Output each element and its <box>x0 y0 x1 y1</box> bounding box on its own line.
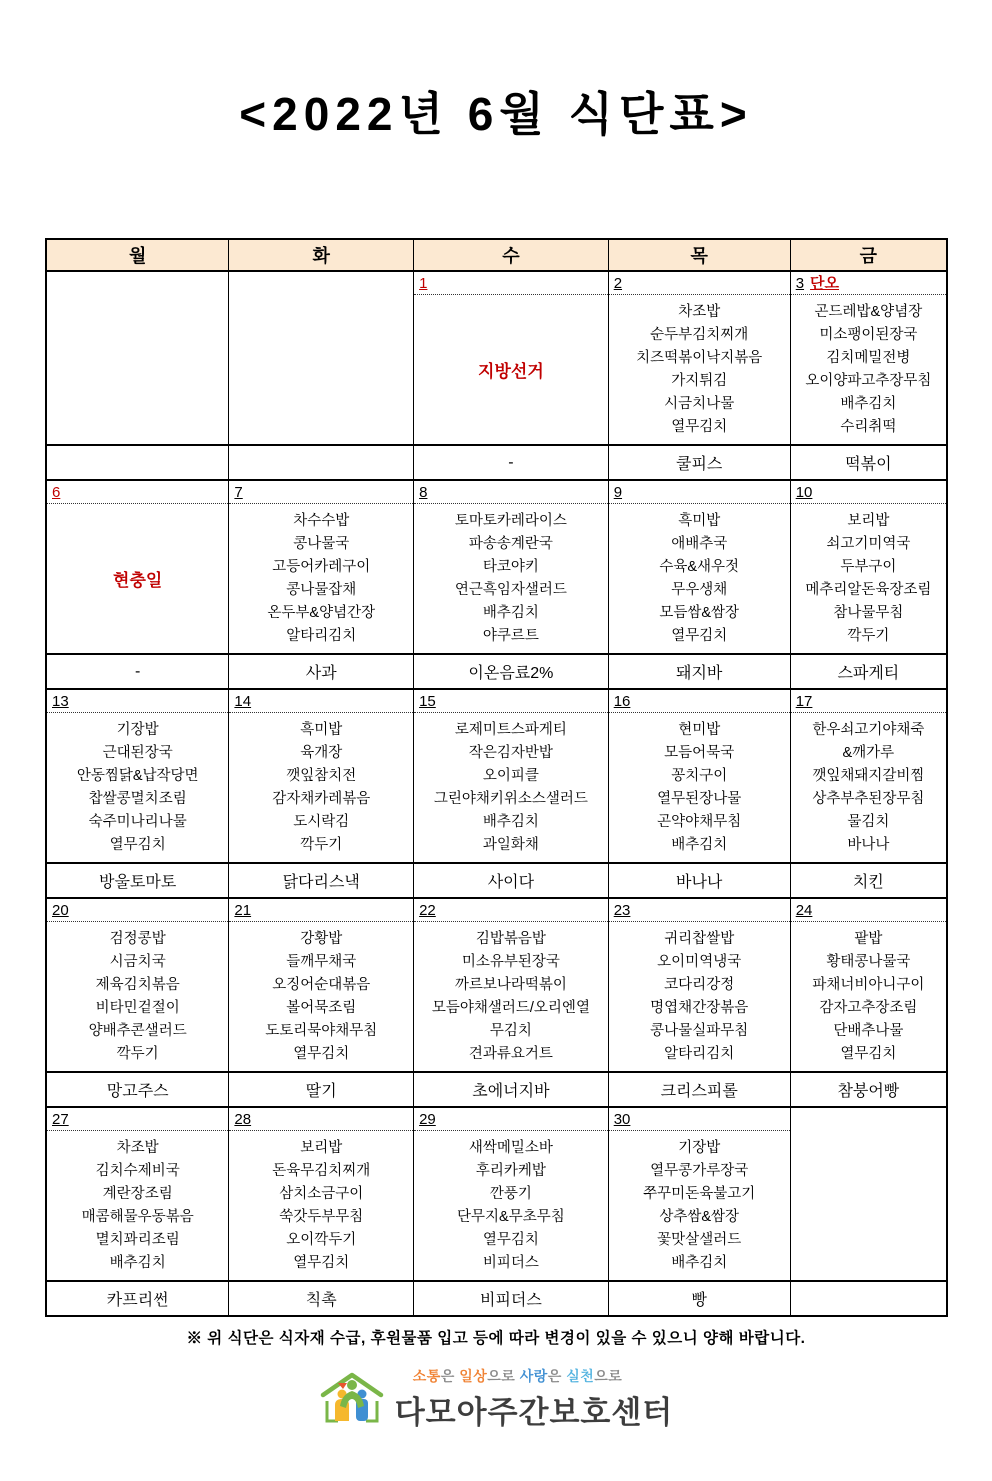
snack-cell: 참붕어빵 <box>790 1072 947 1107</box>
menu-cell-day-14 <box>229 689 414 863</box>
cell-body <box>229 272 413 444</box>
snack-cell: - <box>46 654 229 689</box>
menu-item: 오이피클 <box>482 767 539 784</box>
menu-item: 열무김치 <box>293 1254 350 1271</box>
menu-item: 김치메밀전병 <box>826 349 911 366</box>
menu-cell-day-10 <box>790 480 947 654</box>
menu-item: 삼치소금구이 <box>279 1185 364 1202</box>
day-head <box>609 1108 790 1131</box>
menu-item: 오이양파고추장무침 <box>805 372 932 389</box>
menu-item: 배추김치 <box>671 1254 728 1271</box>
day-number: 7 <box>234 484 243 501</box>
cell-body <box>414 295 608 444</box>
menu-item: 열무김치 <box>293 1045 350 1062</box>
holiday-badge: 단오 <box>810 275 840 292</box>
week-4-menu-row <box>46 898 947 1072</box>
center-logo <box>0 1366 992 1432</box>
day-head <box>47 690 228 713</box>
weekday-header-fri: 금 <box>790 239 947 271</box>
week-3-snack-row <box>46 863 947 898</box>
menu-item: 미소유부된장국 <box>461 953 560 970</box>
snack-cell: 치킨 <box>790 863 947 898</box>
menu-cell-day-13 <box>46 689 229 863</box>
menu-cell-day-2 <box>608 271 790 445</box>
menu-item: 열무김치 <box>840 1045 897 1062</box>
snack-cell: 칙촉 <box>229 1281 414 1316</box>
menu-item: 쇠고기미역국 <box>826 535 911 552</box>
menu-cell-day-7 <box>229 480 414 654</box>
menu-item: 로제미트스파게티 <box>454 721 567 738</box>
menu-item: 감자고추장조림 <box>819 999 918 1016</box>
day-number: 1 <box>419 275 428 292</box>
cell-body <box>47 1131 228 1280</box>
day-number: 21 <box>234 902 252 919</box>
week-5-menu-row <box>46 1107 947 1281</box>
menu-item: 깍두기 <box>300 836 343 853</box>
menu-item: 열무김치 <box>109 836 166 853</box>
menu-cell-empty <box>790 1107 947 1281</box>
weekday-header-row <box>46 239 947 271</box>
snack-cell: 돼지바 <box>608 654 790 689</box>
menu-item: 모듬야채샐러드/오리엔열 <box>431 999 590 1016</box>
cell-body <box>229 1131 413 1280</box>
snack-cell <box>790 1281 947 1316</box>
menu-item: 연근흑임자샐러드 <box>454 581 567 598</box>
menu-cell-day-27 <box>46 1107 229 1281</box>
cell-body <box>609 922 790 1071</box>
menu-item: 과일화채 <box>482 836 539 853</box>
week-1-snack-row <box>46 445 947 480</box>
menu-item: 상추쌈&쌈장 <box>659 1208 740 1225</box>
menu-item: 도시락김 <box>293 813 350 830</box>
disclaimer-note: ※ 위 식단은 식자재 수급, 후원물품 입고 등에 따라 변경이 있을 수 있으니 양해 바랍니다. <box>186 1330 806 1347</box>
menu-item: 배추김치 <box>482 813 539 830</box>
menu-item: 계란장조림 <box>102 1185 173 1202</box>
menu-item: 깻잎채돼지갈비찜 <box>812 767 925 784</box>
day-head <box>791 481 946 504</box>
menu-cell-day-23 <box>608 898 790 1072</box>
holiday-label: 지방선거 <box>478 362 544 381</box>
cell-body <box>791 295 946 444</box>
day-number: 30 <box>613 1111 631 1128</box>
menu-item: 시금치국 <box>109 953 166 970</box>
menu-cell-day-8 <box>414 480 609 654</box>
cell-body <box>229 713 413 862</box>
day-head <box>791 272 946 295</box>
snack-cell: 비피더스 <box>414 1281 609 1316</box>
logo-center-name: 다모아주간보호센터 <box>394 1395 674 1430</box>
menu-item: 야쿠르트 <box>482 627 539 644</box>
menu-item: 차수수밥 <box>293 512 350 529</box>
menu-item: 감자채카레볶음 <box>272 790 371 807</box>
menu-item: 찹쌀콩멸치조림 <box>88 790 187 807</box>
menu-cell-day-3 <box>790 271 947 445</box>
menu-cell-day-29 <box>414 1107 609 1281</box>
menu-item: 알타리김치 <box>286 627 357 644</box>
menu-item: 시금치나물 <box>664 395 735 412</box>
day-number: 8 <box>419 484 428 501</box>
menu-item: 타코야키 <box>482 558 539 575</box>
snack-cell: 딸기 <box>229 1072 414 1107</box>
menu-item: 열무콩가루장국 <box>650 1162 749 1179</box>
menu-cell-empty <box>229 271 414 445</box>
menu-item: 제육김치볶음 <box>95 976 180 993</box>
snack-cell <box>46 445 229 480</box>
menu-item: &깨가루 <box>842 744 895 761</box>
menu-item: 참나물무침 <box>833 604 904 621</box>
menu-item: 흑미밥 <box>678 512 721 529</box>
menu-item: 강황밥 <box>300 930 343 947</box>
snack-cell: 닭다리스낵 <box>229 863 414 898</box>
weekday-header-mon: 월 <box>46 239 229 271</box>
cell-body <box>229 922 413 1071</box>
cell-body <box>791 504 946 653</box>
day-number: 3 <box>795 275 805 292</box>
day-number: 23 <box>613 902 631 919</box>
menu-item: 곤드레밥&양념장 <box>814 303 923 320</box>
menu-item: 꽁치구이 <box>671 767 728 784</box>
menu-item: 열무김치 <box>482 1231 539 1248</box>
cell-body <box>609 295 790 444</box>
menu-item: 콩나물국 <box>293 535 350 552</box>
day-head <box>791 899 946 922</box>
menu-item: 오이깍두기 <box>286 1231 357 1248</box>
menu-item: 매콤해물우동볶음 <box>81 1208 194 1225</box>
cell-body <box>791 922 946 1071</box>
day-head <box>609 481 790 504</box>
week-1-menu-row <box>46 271 947 445</box>
snack-cell: 초에너지바 <box>414 1072 609 1107</box>
menu-item: 깐풍기 <box>489 1185 532 1202</box>
week-2-snack-row <box>46 654 947 689</box>
menu-item: 도토리묵야채무침 <box>265 1022 378 1039</box>
snack-cell: 쿨피스 <box>608 445 790 480</box>
menu-item: 코다리강정 <box>664 976 735 993</box>
snack-cell: 스파게티 <box>790 654 947 689</box>
day-head <box>229 1108 413 1131</box>
menu-item: 콩나물잡채 <box>286 581 357 598</box>
day-number: 28 <box>234 1111 252 1128</box>
cell-body <box>609 504 790 653</box>
day-number: 10 <box>795 484 813 501</box>
meal-plan-table <box>45 238 948 1317</box>
menu-cell-day-30 <box>608 1107 790 1281</box>
logo-slogan-part: 실천 <box>566 1368 595 1384</box>
menu-item: 명엽채간장볶음 <box>650 999 749 1016</box>
menu-item: 모듬쌈&쌈장 <box>659 604 740 621</box>
menu-item: 애배추국 <box>671 535 728 552</box>
menu-cell-day-21 <box>229 898 414 1072</box>
day-head <box>47 1108 228 1131</box>
menu-item: 그린야채키위소스샐러드 <box>433 790 588 807</box>
day-head <box>414 899 608 922</box>
menu-item: 무김치 <box>489 1022 532 1039</box>
snack-cell: - <box>414 445 609 480</box>
snack-cell <box>229 445 414 480</box>
menu-item: 배추김치 <box>109 1254 166 1271</box>
day-number: 15 <box>419 693 436 710</box>
menu-item: 메추리알돈육장조림 <box>805 581 932 598</box>
menu-item: 온두부&양념간장 <box>267 604 376 621</box>
menu-cell-day-6 <box>46 480 229 654</box>
cell-body <box>47 922 228 1071</box>
day-head <box>414 1108 608 1131</box>
menu-item: 가지튀김 <box>671 372 728 389</box>
menu-cell-empty <box>46 271 229 445</box>
menu-item: 배추김치 <box>671 836 728 853</box>
day-number: 20 <box>52 902 69 919</box>
cell-body <box>47 504 228 653</box>
logo-slogan-part: 으로 <box>487 1368 520 1384</box>
menu-item: 파송송계란국 <box>468 535 553 552</box>
menu-item: 치즈떡볶이낙지볶음 <box>636 349 763 366</box>
menu-item: 기장밥 <box>116 721 159 738</box>
menu-item: 새싹메밀소바 <box>468 1139 553 1156</box>
menu-item: 모듬어묵국 <box>664 744 735 761</box>
menu-item: 열무김치 <box>671 627 728 644</box>
week-5-snack-row <box>46 1281 947 1316</box>
menu-item: 고등어카레구이 <box>272 558 371 575</box>
menu-item: 팥밥 <box>854 930 883 947</box>
menu-item: 까르보나라떡볶이 <box>454 976 567 993</box>
menu-item: 꽃맛살샐러드 <box>657 1231 742 1248</box>
menu-item: 두부구이 <box>840 558 897 575</box>
holiday-label: 현충일 <box>113 571 163 590</box>
menu-cell-day-9 <box>608 480 790 654</box>
menu-item: 비피더스 <box>482 1254 539 1271</box>
cell-body <box>609 1131 790 1280</box>
menu-item: 들깨무채국 <box>286 953 357 970</box>
snack-cell: 이온음료2% <box>414 654 609 689</box>
menu-item: 양배추콘샐러드 <box>88 1022 187 1039</box>
week-4-snack-row <box>46 1072 947 1107</box>
menu-item: 상추부추된장무침 <box>812 790 925 807</box>
logo-slogan-part: 은 <box>440 1368 460 1384</box>
page-title: <2022년 6월 식단표> <box>239 88 753 140</box>
menu-item: 단무지&무초무침 <box>457 1208 565 1225</box>
week-2-menu-row <box>46 480 947 654</box>
menu-item: 기장밥 <box>678 1139 721 1156</box>
menu-item: 안동찜닭&납작당면 <box>76 767 199 784</box>
logo-slogan <box>413 1366 623 1386</box>
day-head <box>609 272 790 295</box>
menu-item: 숙주미나리나물 <box>88 813 187 830</box>
menu-item: 흑미밥 <box>300 721 343 738</box>
snack-cell: 사이다 <box>414 863 609 898</box>
menu-item: 육개장 <box>300 744 343 761</box>
menu-cell-day-1 <box>414 271 609 445</box>
menu-item: 수육&새우젓 <box>659 558 740 575</box>
snack-cell: 카프리썬 <box>46 1281 229 1316</box>
snack-cell: 망고주스 <box>46 1072 229 1107</box>
snack-cell: 사과 <box>229 654 414 689</box>
menu-item: 수리취떡 <box>840 418 897 435</box>
menu-item: 오이미역냉국 <box>657 953 742 970</box>
menu-cell-day-15 <box>414 689 609 863</box>
day-head <box>47 481 228 504</box>
day-number: 24 <box>795 902 813 919</box>
snack-cell: 방울토마토 <box>46 863 229 898</box>
day-number: 9 <box>613 484 623 501</box>
menu-item: 토마토카레라이스 <box>454 512 567 529</box>
menu-item: 깍두기 <box>116 1045 159 1062</box>
menu-item: 단배추나물 <box>833 1022 904 1039</box>
cell-body <box>609 713 790 862</box>
day-number: 22 <box>419 902 436 919</box>
menu-item: 한우쇠고기야채죽 <box>812 721 925 738</box>
cell-body <box>414 1131 608 1280</box>
menu-item: 멸치꽈리조림 <box>95 1231 180 1248</box>
menu-item: 배추김치 <box>840 395 897 412</box>
menu-item: 콩나물실파무침 <box>650 1022 749 1039</box>
snack-cell: 떡볶이 <box>790 445 947 480</box>
menu-cell-day-16 <box>608 689 790 863</box>
menu-item: 미소팽이된장국 <box>819 326 918 343</box>
menu-item: 무우생채 <box>671 581 728 598</box>
day-number: 27 <box>52 1111 69 1128</box>
menu-item: 깻잎참치전 <box>286 767 357 784</box>
menu-item: 쑥갓두부무침 <box>279 1208 364 1225</box>
day-head <box>229 899 413 922</box>
menu-item: 황태콩나물국 <box>826 953 911 970</box>
logo-slogan-part: 일상 <box>459 1368 488 1384</box>
menu-item: 근대된장국 <box>102 744 173 761</box>
menu-item: 돈육무김치찌개 <box>272 1162 371 1179</box>
day-number: 2 <box>613 275 623 292</box>
logo-slogan-part: 은 <box>547 1368 567 1384</box>
menu-item: 깍두기 <box>847 627 890 644</box>
cell-body <box>47 272 228 444</box>
day-number: 29 <box>419 1111 436 1128</box>
day-number: 13 <box>52 693 69 710</box>
day-head <box>229 481 413 504</box>
cell-body <box>791 713 946 862</box>
day-head <box>414 690 608 713</box>
menu-item: 볼어묵조림 <box>286 999 357 1016</box>
snack-cell: 빵 <box>608 1281 790 1316</box>
week-3-menu-row <box>46 689 947 863</box>
weekday-header-wed: 수 <box>414 239 609 271</box>
menu-item: 보리밥 <box>847 512 890 529</box>
menu-item: 열무된장나물 <box>657 790 742 807</box>
menu-item: 알타리김치 <box>664 1045 735 1062</box>
cell-body <box>47 713 228 862</box>
menu-cell-day-28 <box>229 1107 414 1281</box>
menu-item: 순두부김치찌개 <box>650 326 749 343</box>
meal-plan-table-body <box>46 271 947 1316</box>
menu-item: 파채너비아니구이 <box>812 976 925 993</box>
snack-cell: 바나나 <box>608 863 790 898</box>
house-people-icon <box>319 1368 385 1431</box>
menu-item: 열무김치 <box>671 418 728 435</box>
menu-item: 바나나 <box>847 836 890 853</box>
menu-item: 견과류요거트 <box>468 1045 553 1062</box>
menu-cell-day-22 <box>414 898 609 1072</box>
menu-item: 검정콩밥 <box>109 930 166 947</box>
day-head <box>229 690 413 713</box>
menu-cell-day-17 <box>790 689 947 863</box>
snack-cell: 크리스피롤 <box>608 1072 790 1107</box>
logo-slogan-part: 소통 <box>412 1368 441 1384</box>
cell-body <box>229 504 413 653</box>
menu-cell-day-20 <box>46 898 229 1072</box>
menu-item: 차조밥 <box>116 1139 159 1156</box>
menu-item: 비타민겉절이 <box>95 999 180 1016</box>
menu-item: 오징어순대볶음 <box>272 976 371 993</box>
cell-body <box>414 922 608 1071</box>
menu-item: 물김치 <box>847 813 890 830</box>
menu-item: 현미밥 <box>678 721 721 738</box>
cell-body <box>414 713 608 862</box>
menu-item: 쭈꾸미돈육불고기 <box>643 1185 756 1202</box>
day-head <box>791 690 946 713</box>
menu-item: 곤약야채무침 <box>657 813 742 830</box>
menu-item: 김치수제비국 <box>95 1162 180 1179</box>
day-head <box>414 272 608 295</box>
day-head <box>609 899 790 922</box>
menu-cell-day-24 <box>790 898 947 1072</box>
weekday-header-tue: 화 <box>229 239 414 271</box>
menu-item: 배추김치 <box>482 604 539 621</box>
day-number: 6 <box>52 484 61 501</box>
menu-item: 보리밥 <box>300 1139 343 1156</box>
day-head <box>414 481 608 504</box>
day-number: 14 <box>234 693 252 710</box>
day-number: 16 <box>613 693 631 710</box>
menu-item: 후리카케밥 <box>475 1162 546 1179</box>
menu-item: 작은김자반밥 <box>468 744 553 761</box>
menu-item: 차조밥 <box>678 303 721 320</box>
logo-slogan-part: 사랑 <box>519 1368 548 1384</box>
cell-body <box>414 504 608 653</box>
menu-item: 귀리찹쌀밥 <box>664 930 735 947</box>
weekday-header-thu: 목 <box>608 239 790 271</box>
day-number: 17 <box>795 693 813 710</box>
day-head <box>47 899 228 922</box>
day-head <box>609 690 790 713</box>
logo-slogan-part: 으로 <box>594 1368 623 1384</box>
menu-item: 김밥볶음밥 <box>475 930 546 947</box>
cell-body <box>791 1108 946 1280</box>
